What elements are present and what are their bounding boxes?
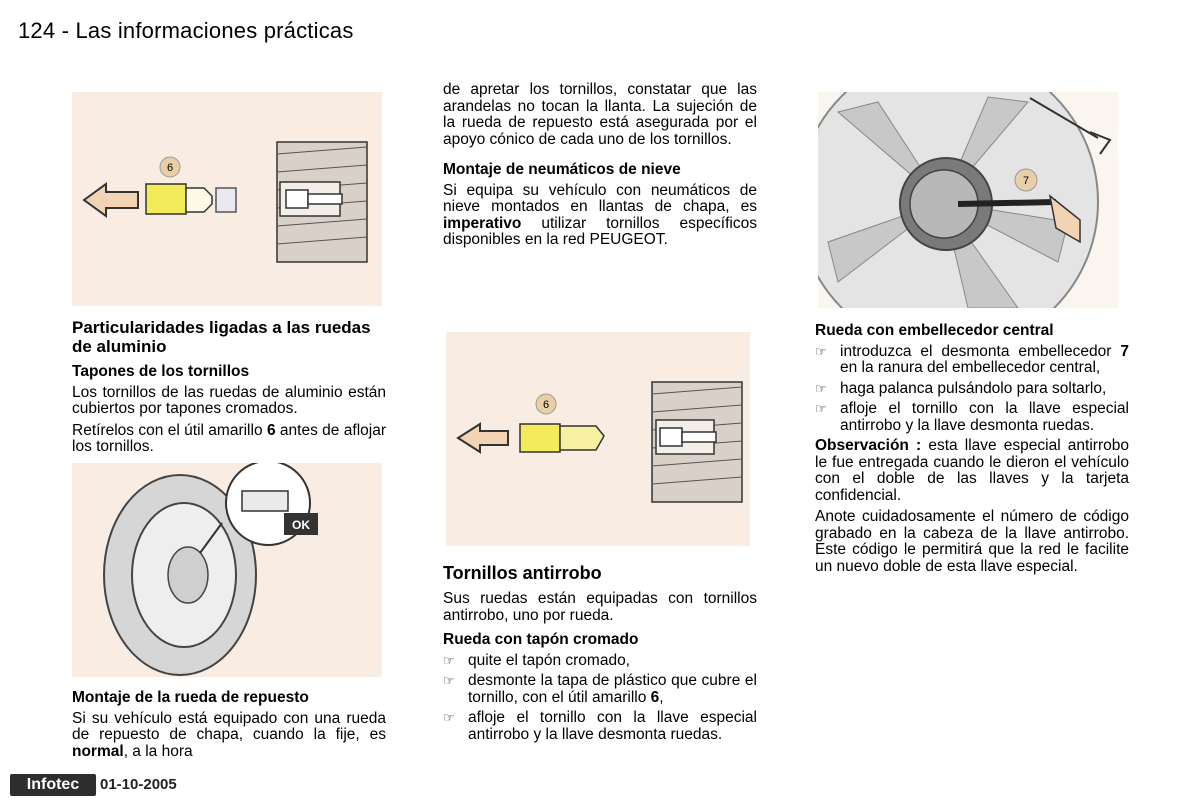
list-item: ☞ introduzca el desmonta embellecedor 7 en la ranura del embellecedor central, [815,342,1129,376]
subtitle-snow-tyres: Montaje de neumáticos de nieve [443,161,681,178]
list-item: ☞ desmonte la tapa de plástico que cubre el tornillo, con el útil amarillo 6, [443,672,757,706]
pointing-hand-icon: ☞ [815,343,827,359]
figure-callout: 7 [1022,175,1030,187]
snow-tyres-paragraph: Si equipa su vehículo con neumáticos de nieve montados en llantas de chapa, es imperativo utilizar tornillos específicos disponibles en la red PEUGEOT. [443,181,757,248]
pointing-hand-icon: ☞ [443,673,455,688]
list-item: ☞ afloje el tornillo con la llave especial antirrobo y la llave desmonta ruedas. [443,709,757,743]
pointing-hand-icon: ☞ [815,401,827,416]
pointing-hand-icon: ☞ [443,710,455,725]
figure-callout: 6 [542,399,550,411]
figure-cap-removal [72,92,382,306]
list-item: ☞ haga palanca pulsándolo para soltarlo, [815,379,1107,397]
observation-paragraph: Observación : esta llave especial antirrobo le fue entregada cuando le dieron el vehículo con el doble de las llaves y la tarjeta confidencial. [815,437,1129,504]
figure-spare-wheel [72,463,382,677]
list-item: ☞ afloje el tornillo con la llave especial antirrobo y la llave desmonta ruedas. [815,400,1129,434]
subtitle-spare-wheel: Montaje de la rueda de repuesto [72,689,309,706]
code-note-paragraph: Anote cuidadosamente el número de código grabado en la cabeza de la llave antirrobo. Este código le permitirá que la red le facilite un nuevo doble de esta llave especial. [815,508,1129,575]
section-title-aluminium: Particularidades ligadas a las ruedas de aluminio [72,318,371,356]
pointing-hand-icon: ☞ [815,380,827,396]
footer-date: 01-10-2005 [100,776,177,793]
figure-central-trim [818,92,1118,308]
section-title-antitheft: Tornillos antirrobo [443,563,602,583]
subtitle-caps: Tapones de los tornillos [72,363,250,380]
caps-instruction: Retírelos con el útil amarillo 6 antes de aflojar los tornillos. [72,421,386,455]
antitheft-paragraph: Sus ruedas están equipadas con tornillos antirrobo, uno por rueda. [443,590,757,624]
pointing-hand-icon: ☞ [443,652,455,668]
subtitle-central-trim: Rueda con embellecedor central [815,322,1054,339]
figure-callout: 6 [166,162,174,174]
page-title: 124 - Las informaciones prácticas [18,18,354,43]
infotec-logo: Infotec [10,774,96,796]
ok-badge: OK [292,518,310,532]
caps-paragraph: Los tornillos de las ruedas de aluminio están cubiertos por tapones cromados. [72,383,386,417]
spare-wheel-paragraph: Si su vehículo está equipado con una rueda de repuesto de chapa, cuando la fije, es normal, a la hora [72,709,386,760]
list-item: ☞ quite el tapón cromado, [443,651,630,669]
subtitle-chrome-cap: Rueda con tapón cromado [443,631,639,648]
figure-antitheft-cap [446,332,750,546]
continued-paragraph: de apretar los tornillos, constatar que las arandelas no tocan la llanta. La sujeción de la rueda de repuesto está asegurada por el apoyo cónico de cada uno de los tornillos. [443,81,757,148]
